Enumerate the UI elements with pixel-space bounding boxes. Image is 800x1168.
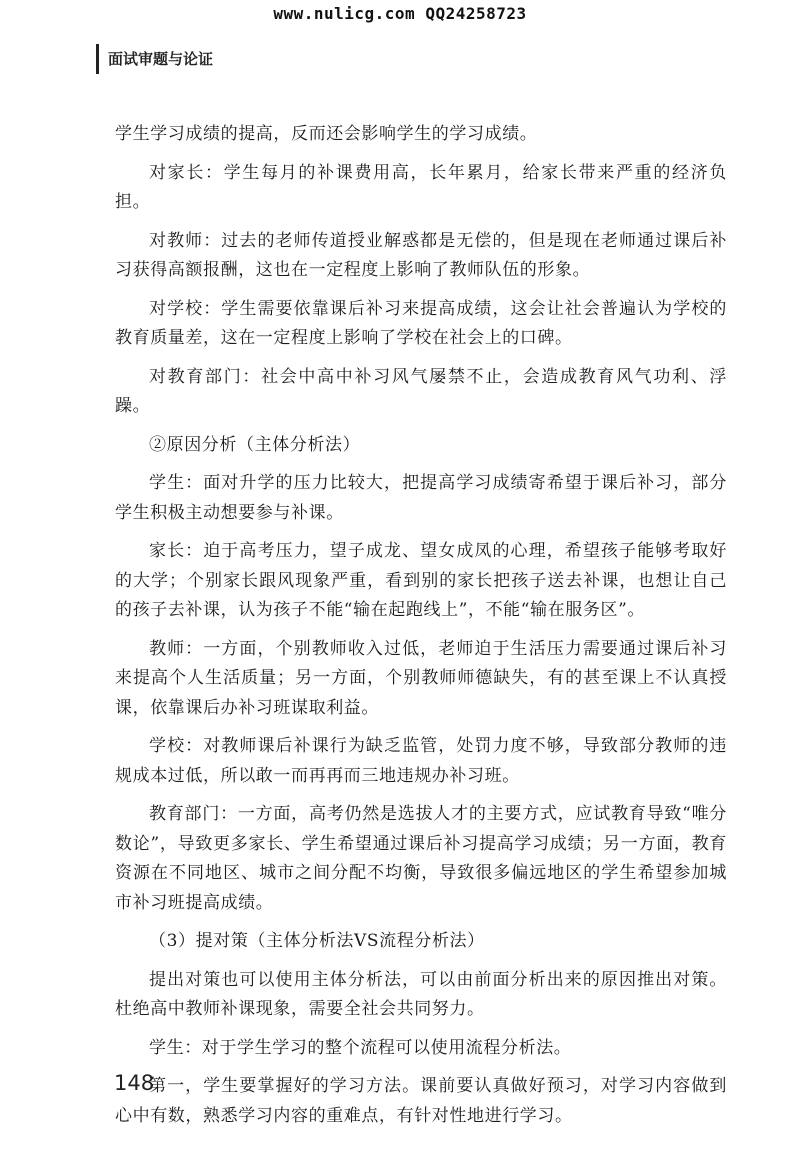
body-text xyxy=(115,120,727,1140)
paragraph: 对学校：学生需要依靠课后补习来提高成绩，这会让社会普遍认为学校的教育质量差，这在一定程度上影响了学校在社会上的口碑。 xyxy=(115,298,727,348)
section-heading: ②原因分析（主体分析法） xyxy=(149,434,361,455)
paragraph: 教师：一方面，个别教师收入过低，老师迫于生活压力需要通过课后补习来提高个人生活质量；另一方面，个别教师师德缺失，有的甚至课上不认真授课，依靠课后办补习班谋取利益。 xyxy=(115,638,727,718)
paragraph: 学生：面对升学的压力比较大，把提高学习成绩寄希望于课后补习，部分学生积极主动想要参与补课。 xyxy=(115,473,727,523)
paragraph: 第一，学生要掌握好的学习方法。课前要认真做好预习，对学习内容做到心中有数，熟悉学习内容的重难点，有针对性地进行学习。 xyxy=(115,1076,727,1126)
paragraph: 对教师：过去的老师传道授业解惑都是无偿的，但是现在老师通过课后补习获得高额报酬，这也在一定程度上影响了教师队伍的形象。 xyxy=(115,230,727,280)
paragraph: 对家长：学生每月的补课费用高，长年累月，给家长带来严重的经济负担。 xyxy=(115,162,727,212)
paragraph: 对教育部门：社会中高中补习风气屡禁不止，会造成教育风气功利、浮躁。 xyxy=(115,366,727,416)
paragraph: 教育部门：一方面，高考仍然是选拔人才的主要方式，应试教育导致“唯分数论”，导致更多家长、学生希望通过课后补习提高学习成绩；另一方面，教育资源在不同地区、城市之间分配不均衡，导致很多偏远地区的学生希望参加城市补习班提高成绩。 xyxy=(115,804,727,913)
paragraph: 家长：迫于高考压力，望子成龙、望女成凤的心理，希望孩子能够考取好的大学；个别家长跟风现象严重，看到别的家长把孩子送去补课，也想让自己的孩子去补课，认为孩子不能“输在起跑线上”，不能“输在服务区”。 xyxy=(115,541,727,620)
page-number: 148 xyxy=(114,1071,155,1095)
paragraph: 学生：对于学生学习的整个流程可以使用流程分析法。 xyxy=(149,1037,572,1058)
section-heading: （3）提对策（主体分析法VS流程分析法） xyxy=(149,931,485,951)
running-header-title: 面试审题与论证 xyxy=(108,50,214,68)
header-rule xyxy=(96,44,99,74)
paragraph: 学校：对教师课后补课行为缺乏监管，处罚力度不够，导致部分教师的违规成本过低，所以敢一而再再而三地违规办补习班。 xyxy=(115,736,727,786)
paragraph: 学生学习成绩的提高，反而还会影响学生的学习成绩。 xyxy=(115,124,538,144)
paragraph: 提出对策也可以使用主体分析法，可以由前面分析出来的原因推出对策。杜绝高中教师补课现象，需要全社会共同努力。 xyxy=(115,969,727,1019)
watermark-text: www.nulicg.com QQ24258723 xyxy=(273,4,527,23)
